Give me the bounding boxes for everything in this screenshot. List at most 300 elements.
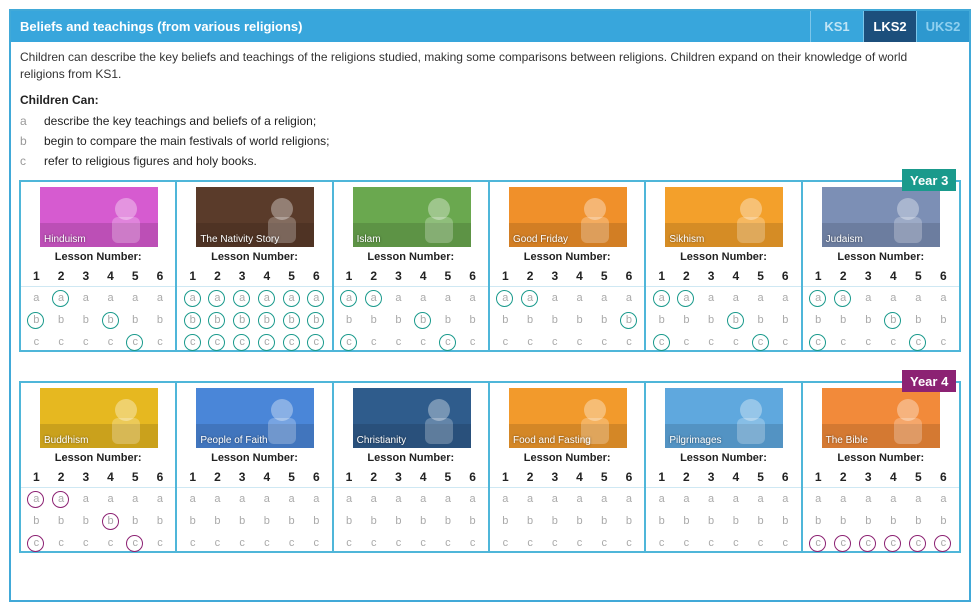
objective-marked: c [908, 333, 928, 351]
lesson-number: 6 [625, 470, 633, 484]
objective-marked: b [306, 311, 326, 329]
lesson-number: 3 [864, 470, 872, 484]
lesson-number-label: Lesson Number: [54, 251, 142, 263]
lesson-number: 4 [419, 269, 427, 283]
objective-marked: b [101, 311, 121, 329]
objective-cell: c [552, 336, 558, 348]
objective-cell: a [444, 493, 451, 505]
objective-cell: a [576, 292, 583, 304]
objective-cell: c [940, 336, 947, 348]
objective-cell: b [815, 515, 822, 527]
lesson-number: 4 [732, 470, 740, 484]
unit-title: Buddhism [44, 435, 89, 446]
objective-marked: c [933, 534, 953, 552]
key-stage-tabs [810, 11, 969, 42]
unit-image[interactable] [40, 388, 158, 448]
objective-cell: c [733, 537, 739, 549]
unit-image[interactable] [40, 187, 158, 247]
objective-marked: b [282, 311, 302, 329]
unit-image[interactable] [822, 187, 940, 247]
unit-image[interactable] [665, 388, 783, 448]
objective-cell: b [708, 314, 715, 326]
lesson-number: 2 [683, 470, 690, 484]
objective-row [803, 532, 959, 554]
objective-cell: b [576, 515, 583, 527]
lesson-number: 1 [345, 470, 353, 484]
unit-title: The Nativity Story [200, 234, 280, 245]
objective-cell: b [757, 515, 764, 527]
objective-cell: a [601, 292, 608, 304]
objective-cell: b [840, 314, 847, 326]
lesson-number: 4 [107, 470, 114, 484]
objective-cell: b [551, 515, 558, 527]
objective-cell: c [239, 537, 245, 549]
objective-marked: c [751, 333, 771, 351]
objective-marked: c [306, 333, 326, 351]
unit-column [646, 383, 802, 551]
lesson-number: 1 [189, 470, 197, 484]
objective-cell: a [345, 493, 353, 505]
unit-column [21, 383, 177, 551]
objective-marked: c [282, 333, 302, 351]
objective-cell: c [552, 537, 558, 549]
objective-row [334, 488, 488, 510]
card-title: Beliefs and teachings (from various religions) [20, 19, 303, 34]
objective-cell: b [625, 515, 632, 527]
objective-cell: b [263, 515, 270, 527]
objective-cell: b [683, 314, 690, 326]
lesson-number: 1 [814, 470, 822, 484]
objective-cell: c [469, 537, 476, 549]
objective-cell: c [527, 537, 533, 549]
objective-marked: b [413, 311, 433, 329]
objective-matrix [21, 487, 175, 553]
objective-cell: a [107, 292, 114, 304]
objective-row [177, 488, 331, 510]
objective-marked: c [125, 534, 145, 552]
objective-cell: c [264, 537, 270, 549]
lesson-number: 1 [502, 269, 509, 283]
objective-cell: b [782, 515, 789, 527]
objective-cell: c [708, 537, 714, 549]
lesson-number: 3 [238, 470, 246, 484]
objective-cell: c [502, 336, 509, 348]
unit-column [21, 182, 177, 350]
objective-cell: c [626, 537, 632, 549]
lesson-numbers [803, 470, 959, 484]
unit-column [646, 182, 802, 350]
objective-row [490, 488, 644, 510]
tab-ks1[interactable]: KS1 [810, 11, 863, 42]
lesson-number: 4 [419, 470, 427, 484]
objective-row [803, 309, 959, 331]
lesson-numbers [21, 470, 175, 484]
lesson-number: 5 [600, 269, 608, 283]
objective-cell: b [156, 515, 164, 527]
unit-image[interactable] [509, 388, 627, 448]
lesson-number: 5 [757, 269, 764, 283]
objective-cell: b [915, 314, 922, 326]
lesson-numbers [334, 470, 488, 484]
objectives-list [20, 111, 329, 171]
objective-cell: c [346, 537, 352, 549]
objective-matrix [177, 286, 331, 352]
unit-column [803, 182, 959, 350]
objective-marked: a [26, 490, 46, 508]
objective-cell: a [469, 493, 476, 505]
year-units-grid [19, 381, 961, 553]
lesson-number: 5 [131, 269, 139, 283]
objective-cell: a [469, 292, 476, 304]
objective-text: refer to religious figures and holy books. [44, 154, 257, 168]
lesson-number: 5 [915, 269, 922, 283]
lesson-number: 6 [156, 269, 164, 283]
objective-matrix [334, 487, 488, 553]
lesson-number-label: Lesson Number: [211, 251, 298, 263]
lesson-number: 1 [814, 269, 822, 283]
objective-cell: a [132, 493, 139, 505]
unit-image[interactable] [196, 388, 314, 448]
objective-cell: c [313, 537, 320, 549]
objective-cell: a [82, 292, 89, 304]
objective-cell: b [815, 314, 822, 326]
objective-cell: b [214, 515, 221, 527]
objective-marked: a [652, 289, 672, 307]
objective-text: describe the key teachings and beliefs of a religion; [44, 114, 317, 128]
objective-cell: c [107, 537, 114, 549]
objective-cell: c [33, 336, 40, 348]
objective-cell: c [708, 336, 714, 348]
objective-cell: c [469, 336, 476, 348]
objective-cell: c [733, 336, 739, 348]
unit-image[interactable] [665, 187, 783, 247]
objective-marked: a [339, 289, 359, 307]
lesson-number: 2 [526, 269, 534, 283]
objective-cell: c [189, 537, 196, 549]
objective-cell: a [502, 493, 509, 505]
unit-title: Sikhism [669, 234, 705, 245]
objective-cell: b [395, 314, 402, 326]
objective-matrix [803, 487, 959, 553]
unit-title: Islam [356, 234, 381, 245]
objective-cell: c [214, 537, 221, 549]
objective-matrix [803, 286, 959, 352]
curriculum-card [9, 9, 971, 602]
objective-marked: c [908, 534, 928, 552]
objective-cell: b [469, 515, 476, 527]
lesson-number-label: Lesson Number: [367, 452, 455, 464]
objective-marked: c [833, 534, 853, 552]
objective-cell: b [370, 515, 377, 527]
objective-row [21, 331, 175, 353]
objective-cell: a [601, 493, 608, 505]
objective-cell: b [395, 515, 402, 527]
objective-marked: c [207, 333, 227, 351]
objective-cell: b [658, 314, 665, 326]
objective-cell: b [132, 515, 139, 527]
objective-cell: a [551, 292, 558, 304]
objective-row [21, 309, 175, 331]
unit-image[interactable] [196, 187, 314, 247]
objective-cell: c [658, 537, 665, 549]
objective-row [646, 510, 800, 532]
objective-cell: c [83, 336, 89, 348]
objective-row [646, 532, 800, 554]
objective-cell: b [840, 515, 847, 527]
objective-cell: a [82, 493, 89, 505]
lesson-number: 2 [370, 269, 378, 283]
objective-cell: b [345, 515, 353, 527]
objective-cell: b [58, 314, 65, 326]
objective-marked: c [339, 333, 359, 351]
objective-matrix [490, 286, 644, 352]
objective-cell: b [313, 515, 320, 527]
lesson-number: 6 [312, 269, 320, 283]
objective-cell: a [815, 493, 822, 505]
lesson-number-label: Lesson Number: [367, 251, 455, 263]
lesson-number: 3 [551, 470, 559, 484]
objective-row [21, 532, 175, 554]
lesson-number: 4 [576, 269, 583, 283]
objective-cell: c [865, 336, 871, 348]
year-units-grid [19, 180, 961, 352]
year-badge: Year 4 [902, 370, 956, 392]
lesson-number: 6 [469, 269, 476, 283]
objective-cell: c [58, 336, 64, 348]
objective-cell: a [239, 493, 246, 505]
objective-row [21, 287, 175, 309]
objective-cell: a [782, 292, 789, 304]
objective-cell: c [840, 336, 846, 348]
objective-cell: b [132, 314, 139, 326]
unit-column [803, 383, 959, 551]
unit-image[interactable] [353, 187, 471, 247]
unit-image[interactable] [509, 187, 627, 247]
lesson-number: 6 [625, 269, 633, 283]
objective-cell: c [782, 336, 789, 348]
objective-matrix [334, 286, 488, 352]
objective-cell: c [107, 336, 114, 348]
lesson-number: 2 [57, 470, 65, 484]
objective-marked: b [619, 311, 639, 329]
unit-image[interactable] [353, 388, 471, 448]
objective-marked: b [257, 311, 277, 329]
unit-title: Hinduism [44, 234, 86, 245]
lesson-number: 1 [658, 269, 666, 283]
objective-cell: a [625, 292, 632, 304]
objective-cell: a [757, 493, 764, 505]
objective-row [490, 532, 644, 554]
lesson-numbers [21, 269, 175, 283]
objective-letter: c [20, 154, 26, 168]
lesson-number: 1 [345, 269, 353, 283]
objective-marked: a [833, 289, 853, 307]
lesson-number: 4 [732, 269, 740, 283]
tab-uks2[interactable]: UKS2 [916, 11, 969, 42]
objective-cell: c [601, 336, 607, 348]
objective-cell: a [214, 493, 221, 505]
objective-marked: a [257, 289, 277, 307]
objective-row [803, 331, 959, 353]
lesson-number: 2 [526, 470, 534, 484]
objective-cell: b [239, 515, 246, 527]
objective-row [21, 488, 175, 510]
objective-cell: a [395, 493, 402, 505]
objective-cell: b [189, 515, 196, 527]
unit-title: Christianity [356, 435, 407, 446]
objective-cell: a [708, 292, 715, 304]
objective-marked: b [207, 311, 227, 329]
lesson-number: 3 [707, 470, 715, 484]
objective-cell: c [288, 537, 295, 549]
lesson-number: 5 [444, 470, 452, 484]
objective-row [490, 309, 644, 331]
objective-marked: b [883, 311, 903, 329]
lesson-number: 2 [839, 269, 847, 283]
objective-cell: c [502, 537, 509, 549]
lesson-number: 4 [889, 470, 897, 484]
objective-marked: a [364, 289, 384, 307]
lesson-numbers [646, 470, 800, 484]
lesson-number: 1 [33, 470, 40, 484]
objective-cell: b [551, 314, 558, 326]
children-can-title: Children Can: [20, 93, 99, 107]
objective-cell: a [658, 493, 665, 505]
objective-matrix [21, 286, 175, 352]
objective-marked: a [676, 289, 696, 307]
objective-cell: b [82, 515, 89, 527]
lesson-number: 5 [288, 269, 295, 283]
objective-cell: b [345, 314, 353, 326]
objective-row [490, 331, 644, 353]
objective-row [646, 331, 800, 353]
objective-cell: c [370, 537, 377, 549]
objective-row [490, 510, 644, 532]
unit-image[interactable] [822, 388, 940, 448]
objective-letter: b [20, 134, 27, 148]
objective-cell: c [782, 537, 789, 549]
unit-column [177, 182, 333, 350]
objective-cell: a [189, 493, 196, 505]
objective-item [20, 111, 329, 131]
objective-cell: c [58, 537, 64, 549]
objective-cell: b [576, 314, 583, 326]
objective-row [177, 331, 331, 353]
objective-cell: b [82, 314, 89, 326]
objective-cell: c [683, 336, 690, 348]
objective-row [334, 510, 488, 532]
objective-row [646, 309, 800, 331]
objective-marked: b [101, 512, 121, 530]
objective-marked: a [51, 289, 71, 307]
unit-column [334, 182, 490, 350]
objective-cell: a [156, 292, 164, 304]
objective-cell: c [83, 537, 89, 549]
objective-cell: a [732, 292, 739, 304]
objective-marked: c [883, 534, 903, 552]
objective-marked: c [652, 333, 672, 351]
objective-cell: a [890, 292, 897, 304]
objective-cell: b [782, 314, 789, 326]
objective-cell: b [708, 515, 715, 527]
lesson-number: 6 [156, 470, 164, 484]
tab-lks2[interactable]: LKS2 [863, 11, 916, 42]
objective-cell: b [601, 515, 608, 527]
objective-cell: b [156, 314, 164, 326]
objective-matrix [646, 487, 800, 553]
lesson-number: 2 [214, 470, 221, 484]
objective-row [177, 532, 331, 554]
lesson-number: 6 [940, 269, 947, 283]
objective-cell: b [469, 314, 476, 326]
objective-row [646, 287, 800, 309]
lesson-number: 5 [444, 269, 452, 283]
lesson-numbers [177, 269, 331, 283]
objective-cell: a [915, 292, 922, 304]
lesson-number: 6 [781, 470, 789, 484]
lesson-number: 3 [395, 269, 402, 283]
lesson-number: 4 [107, 269, 114, 283]
lesson-number-label: Lesson Number: [837, 452, 925, 464]
objective-cell: b [940, 314, 947, 326]
objective-marked: b [232, 311, 252, 329]
lesson-number: 6 [940, 470, 947, 484]
objective-cell: b [444, 314, 451, 326]
lesson-numbers [490, 470, 644, 484]
lesson-number: 4 [889, 269, 897, 283]
objective-cell: a [732, 493, 739, 505]
objective-item [20, 131, 329, 151]
objective-cell: a [576, 493, 583, 505]
objective-row [177, 510, 331, 532]
objective-cell: b [940, 515, 947, 527]
objective-marked: b [183, 311, 203, 329]
objective-matrix [646, 286, 800, 352]
lesson-number: 1 [33, 269, 40, 283]
objective-cell: b [527, 314, 534, 326]
unit-title: Good Friday [512, 234, 569, 245]
lesson-number: 6 [312, 470, 320, 484]
objective-matrix [490, 487, 644, 553]
objective-marked: a [51, 490, 71, 508]
lesson-number: 4 [263, 470, 271, 484]
unit-column [490, 182, 646, 350]
unit-title: Judaism [825, 234, 863, 245]
objective-cell: b [732, 515, 739, 527]
lesson-number: 6 [781, 269, 789, 283]
objective-row [334, 287, 488, 309]
objective-cell: b [658, 515, 665, 527]
objective-marked: a [232, 289, 252, 307]
objective-cell: a [940, 292, 947, 304]
objective-marked: c [232, 333, 252, 351]
lesson-numbers [177, 470, 331, 484]
lesson-number: 3 [864, 269, 872, 283]
objective-item [20, 151, 329, 171]
lesson-number-label: Lesson Number: [680, 452, 767, 464]
objective-cell: a [890, 493, 897, 505]
lesson-number: 3 [395, 470, 402, 484]
objective-marked: c [808, 333, 828, 351]
objective-text: begin to compare the main festivals of world religions; [44, 134, 330, 148]
objective-cell: a [288, 493, 295, 505]
objective-cell: a [263, 493, 270, 505]
lesson-number: 4 [576, 470, 583, 484]
lesson-number: 6 [469, 470, 476, 484]
objective-cell: b [420, 515, 427, 527]
lesson-number: 2 [214, 269, 221, 283]
objective-row [646, 488, 800, 510]
